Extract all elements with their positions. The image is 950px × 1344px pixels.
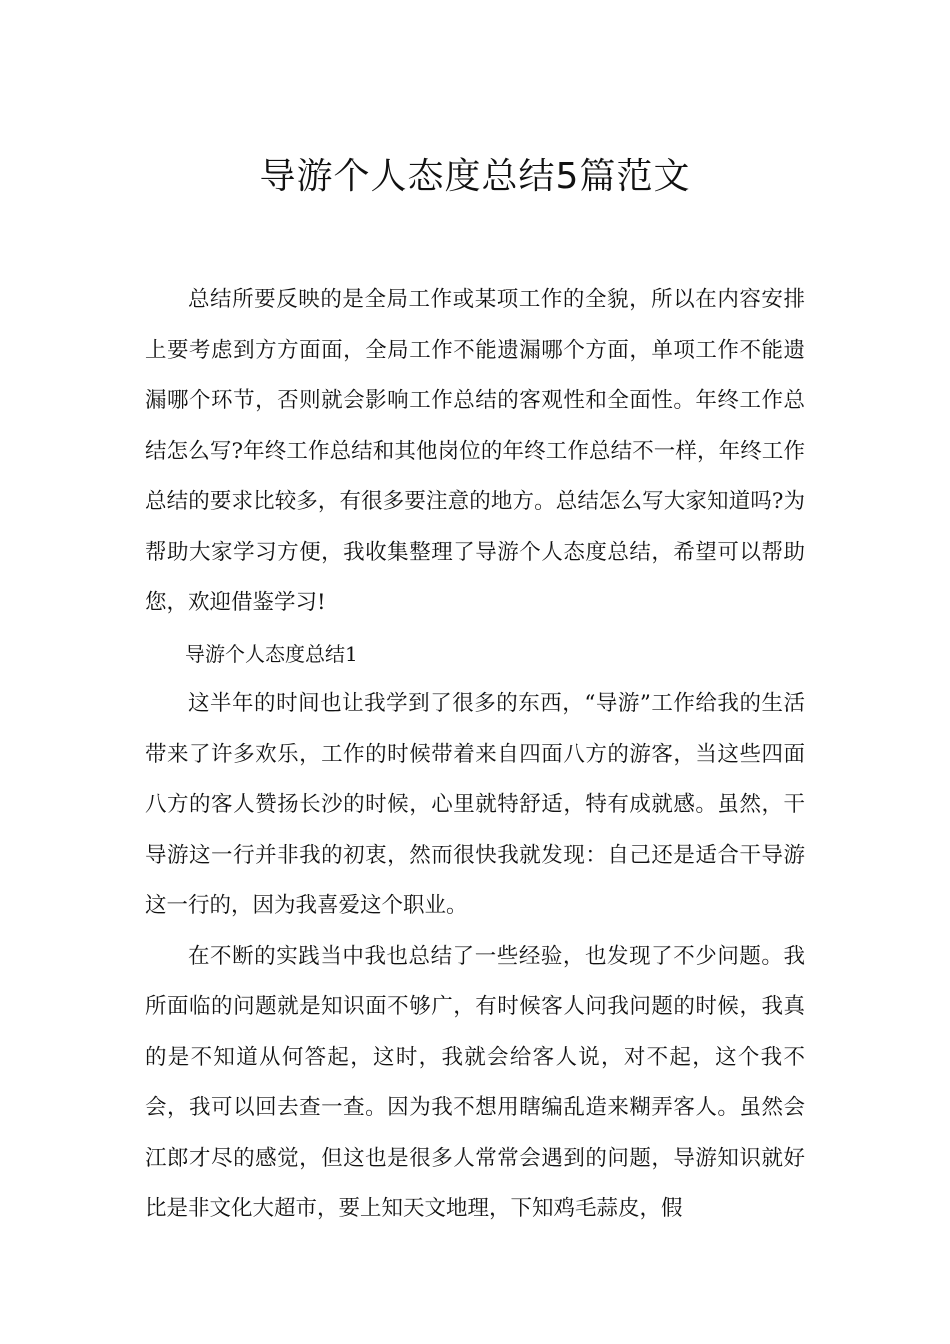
document-title: 导游个人态度总结5篇范文 <box>259 156 691 198</box>
section-heading: 导游个人态度总结1 <box>185 641 358 666</box>
document-body <box>145 275 805 1235</box>
body-paragraph-2: 在不断的实践当中我也总结了一些经验，也发现了不少问题。我所面临的问题就是知识面不够广，有时候客人问我问题的时候，我真的是不知道从何答起，这时，我就会给客人说，对不起，这个我不会，我可以回去查一查。因为我不想用瞎编乱造来糊弄客人。虽然会江郎才尽的感觉，但这也是很多人常常会遇到的问题，导游知识就好比是非文化大超市，要上知天文地理，下知鸡毛蒜皮，假 <box>145 943 805 1221</box>
intro-paragraph: 总结所要反映的是全局工作或某项工作的全貌，所以在内容安排上要考虑到方方面面，全局工作不能遗漏哪个方面，单项工作不能遗漏哪个环节，否则就会影响工作总结的客观性和全面性。年终工作总结怎么写?年终工作总结和其他岗位的年终工作总结不一样，年终工作总结的要求比较多，有很多要注意的地方。总结怎么写大家知道吗?为帮助大家学习方便，我收集整理了导游个人态度总结，希望可以帮助您，欢迎借鉴学习! <box>145 287 805 615</box>
body-paragraph-1: 这半年的时间也让我学到了很多的东西，“导游”工作给我的生活带来了许多欢乐，工作的时候带着来自四面八方的游客，当这些四面八方的客人赞扬长沙的时候，心里就特舒适，特有成就感。虽然，干导游这一行并非我的初衷，然而很快我就发现：自己还是适合干导游这一行的，因为我喜爱这个职业。 <box>145 691 805 918</box>
